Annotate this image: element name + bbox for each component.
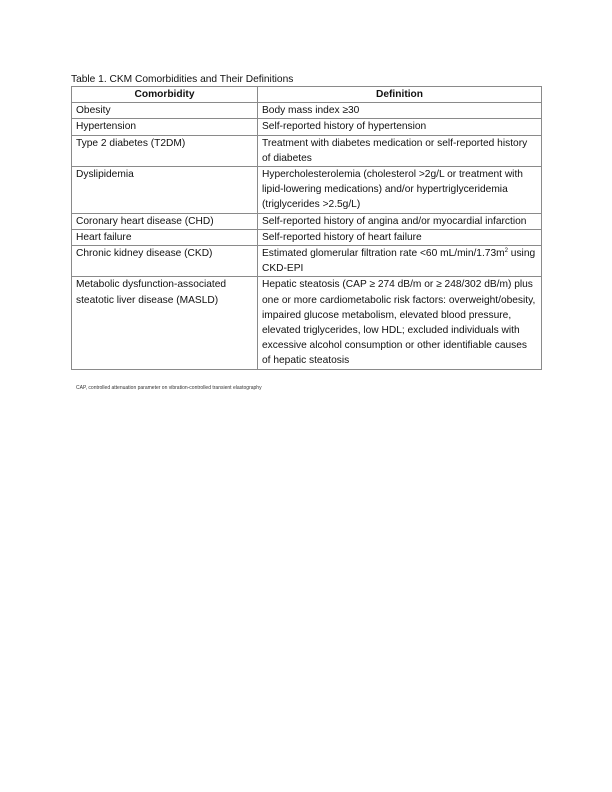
table-row <box>72 167 542 214</box>
comorbidity-cell: Obesity <box>72 103 258 119</box>
comorbidity-cell: Chronic kidney disease (CKD) <box>72 246 258 277</box>
table-row <box>72 229 542 245</box>
table-header-row <box>72 87 542 103</box>
table-footnote: CAP, controlled attenuation parameter on vibration-controlled transient elastography <box>76 385 262 391</box>
comorbidity-cell: Metabolic dysfunction-associated steatotic liver disease (MASLD) <box>72 277 258 369</box>
definition-cell: Treatment with diabetes medication or self-reported history of diabetes <box>258 135 542 166</box>
table-row <box>72 213 542 229</box>
definition-cell: Hepatic steatosis (CAP ≥ 274 dB/m or ≥ 248/302 dB/m) plus one or more cardiometabolic risk factors: overweight/obesity, impaired glucose metabolism, elevated blood pressure, elevated triglycerides, low HDL; excluded individuals with excessive alcohol consumption or other identifiable causes of hepatic steatosis <box>258 277 542 369</box>
definition-cell: Body mass index ≥30 <box>258 103 542 119</box>
superscript: 2 <box>504 248 508 255</box>
comorbidity-definitions-table <box>71 86 542 370</box>
table-row <box>72 119 542 135</box>
comorbidity-cell: Type 2 diabetes (T2DM) <box>72 135 258 166</box>
table-row <box>72 135 542 166</box>
comorbidity-cell: Hypertension <box>72 119 258 135</box>
definition-cell: Self-reported history of heart failure <box>258 229 542 245</box>
definition-cell: Hypercholesterolemia (cholesterol >2g/L or treatment with lipid-lowering medications) and/or hypertriglyceridemia (triglycerides >2.5g/L) <box>258 167 542 214</box>
definition-cell: Self-reported history of hypertension <box>258 119 542 135</box>
definition-text: using CKD-EPI <box>262 248 536 275</box>
comorbidity-cell: Dyslipidemia <box>72 167 258 214</box>
table-caption: Table 1. CKM Comorbidities and Their Definitions <box>71 74 294 85</box>
table-row <box>72 246 542 277</box>
comorbidity-cell: Heart failure <box>72 229 258 245</box>
table-row <box>72 277 542 369</box>
comorbidity-cell: Coronary heart disease (CHD) <box>72 213 258 229</box>
table-row <box>72 103 542 119</box>
definition-text: Estimated glomerular filtration rate <60 mL/min/1.73m <box>262 248 505 260</box>
definition-cell <box>258 246 542 277</box>
header-definition: Definition <box>258 87 542 103</box>
definition-cell: Self-reported history of angina and/or myocardial infarction <box>258 213 542 229</box>
header-comorbidity: Comorbidity <box>72 87 258 103</box>
